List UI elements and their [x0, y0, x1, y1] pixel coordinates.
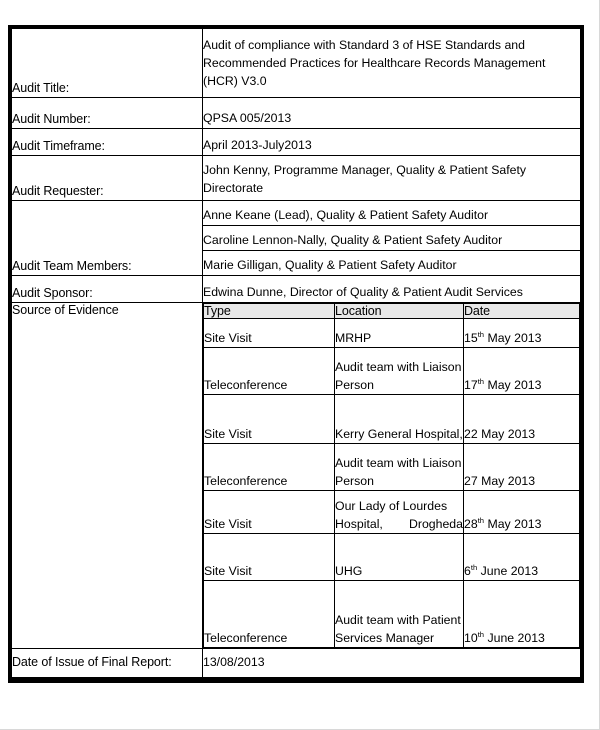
evidence-column-header-date: Date [464, 304, 580, 319]
evidence-location: Our Lady of Lourdes Hospital, Drogheda [335, 491, 464, 534]
evidence-location: Audit team with Patient Services Manager [335, 581, 464, 648]
evidence-row [204, 444, 580, 491]
evidence-type: Teleconference [204, 581, 335, 648]
evidence-type: Teleconference [204, 444, 335, 491]
evidence-type: Site Visit [204, 319, 335, 348]
audit-title-value: Audit of compliance with Standard 3 of HSE Standards and Recommended Practices for Healthcare Records Management (HCR) V3.0 [203, 27, 583, 98]
evidence-row [204, 491, 580, 534]
evidence-type: Site Visit [204, 395, 335, 444]
audit-sponsor-label: Audit Sponsor: [10, 276, 203, 303]
source-of-evidence-label: Source of Evidence [10, 303, 203, 649]
table-row-audit-requester [10, 156, 582, 201]
evidence-type: Site Visit [204, 534, 335, 581]
table-row-audit-number [10, 98, 582, 129]
audit-title-label: Audit Title: [10, 27, 203, 98]
evidence-date-ordinal: th [477, 515, 485, 525]
evidence-date-day: 22 [464, 426, 478, 441]
evidence-table [203, 303, 580, 648]
evidence-column-header-location: Location [335, 304, 464, 319]
audit-timeframe-value: April 2013-July2013 [203, 129, 583, 156]
audit-team-members-label: Audit Team Members: [10, 201, 203, 276]
evidence-date [464, 319, 580, 348]
evidence-date-rest: May 2013 [484, 377, 542, 392]
audit-requester-value: John Kenny, Programme Manager, Quality & Patient Safety Directorate [203, 156, 583, 201]
table-row-audit-title [10, 27, 582, 98]
audit-team-member-value: Marie Gilligan, Quality & Patient Safety Auditor [203, 251, 583, 276]
evidence-row [204, 319, 580, 348]
audit-sponsor-value: Edwina Dunne, Director of Quality & Patient Audit Services [203, 276, 583, 303]
evidence-type: Teleconference [204, 348, 335, 395]
evidence-date [464, 395, 580, 444]
evidence-location: Audit team with Liaison Person [335, 348, 464, 395]
audit-number-label: Audit Number: [10, 98, 203, 129]
audit-details-table [8, 25, 584, 683]
evidence-date [464, 348, 580, 395]
evidence-date-ordinal: th [477, 376, 485, 386]
evidence-date-day: 15 [464, 330, 478, 345]
evidence-date [464, 534, 580, 581]
table-row-audit-sponsor [10, 276, 582, 303]
evidence-row [204, 581, 580, 648]
evidence-date-rest: May 2013 [477, 426, 536, 441]
audit-team-member-value: Anne Keane (Lead), Quality & Patient Safety Auditor [203, 201, 583, 226]
table-row-final-report-date [10, 649, 582, 681]
evidence-location: UHG [335, 534, 464, 581]
evidence-column-header-type: Type [204, 304, 335, 319]
evidence-location: Audit team with Liaison Person [335, 444, 464, 491]
evidence-row [204, 534, 580, 581]
evidence-date-day: 17 [464, 377, 478, 392]
evidence-date-day: 28 [464, 516, 478, 531]
evidence-date-rest: May 2013 [484, 516, 542, 531]
table-row-audit-timeframe [10, 129, 582, 156]
final-report-date-label: Date of Issue of Final Report: [10, 649, 203, 681]
evidence-date-rest: May 2013 [477, 473, 536, 488]
evidence-date-ordinal: th [477, 629, 485, 639]
evidence-header-row [204, 304, 580, 319]
evidence-date-day: 27 [464, 473, 478, 488]
evidence-date-ordinal: th [470, 562, 478, 572]
audit-number-value: QPSA 005/2013 [203, 98, 583, 129]
audit-timeframe-label: Audit Timeframe: [10, 129, 203, 156]
evidence-date-rest: June 2013 [477, 563, 539, 578]
evidence-row [204, 395, 580, 444]
evidence-row [204, 348, 580, 395]
source-of-evidence-table-wrapper [203, 303, 583, 649]
evidence-date [464, 491, 580, 534]
evidence-date-day: 10 [464, 630, 478, 645]
evidence-location: MRHP [335, 319, 464, 348]
evidence-date-rest: May 2013 [484, 330, 542, 345]
evidence-type: Site Visit [204, 491, 335, 534]
evidence-date-day: 6 [464, 563, 471, 578]
final-report-date-value: 13/08/2013 [203, 649, 583, 681]
evidence-location: Kerry General Hospital, [335, 395, 464, 444]
evidence-date-rest: June 2013 [484, 630, 545, 645]
evidence-date [464, 444, 580, 491]
table-row-team-member-1 [10, 201, 582, 226]
evidence-date [464, 581, 580, 648]
audit-team-member-value: Caroline Lennon-Nally, Quality & Patient Safety Auditor [203, 226, 583, 251]
table-row-source-of-evidence [10, 303, 582, 649]
evidence-date-ordinal: th [477, 329, 485, 339]
audit-requester-label: Audit Requester: [10, 156, 203, 201]
